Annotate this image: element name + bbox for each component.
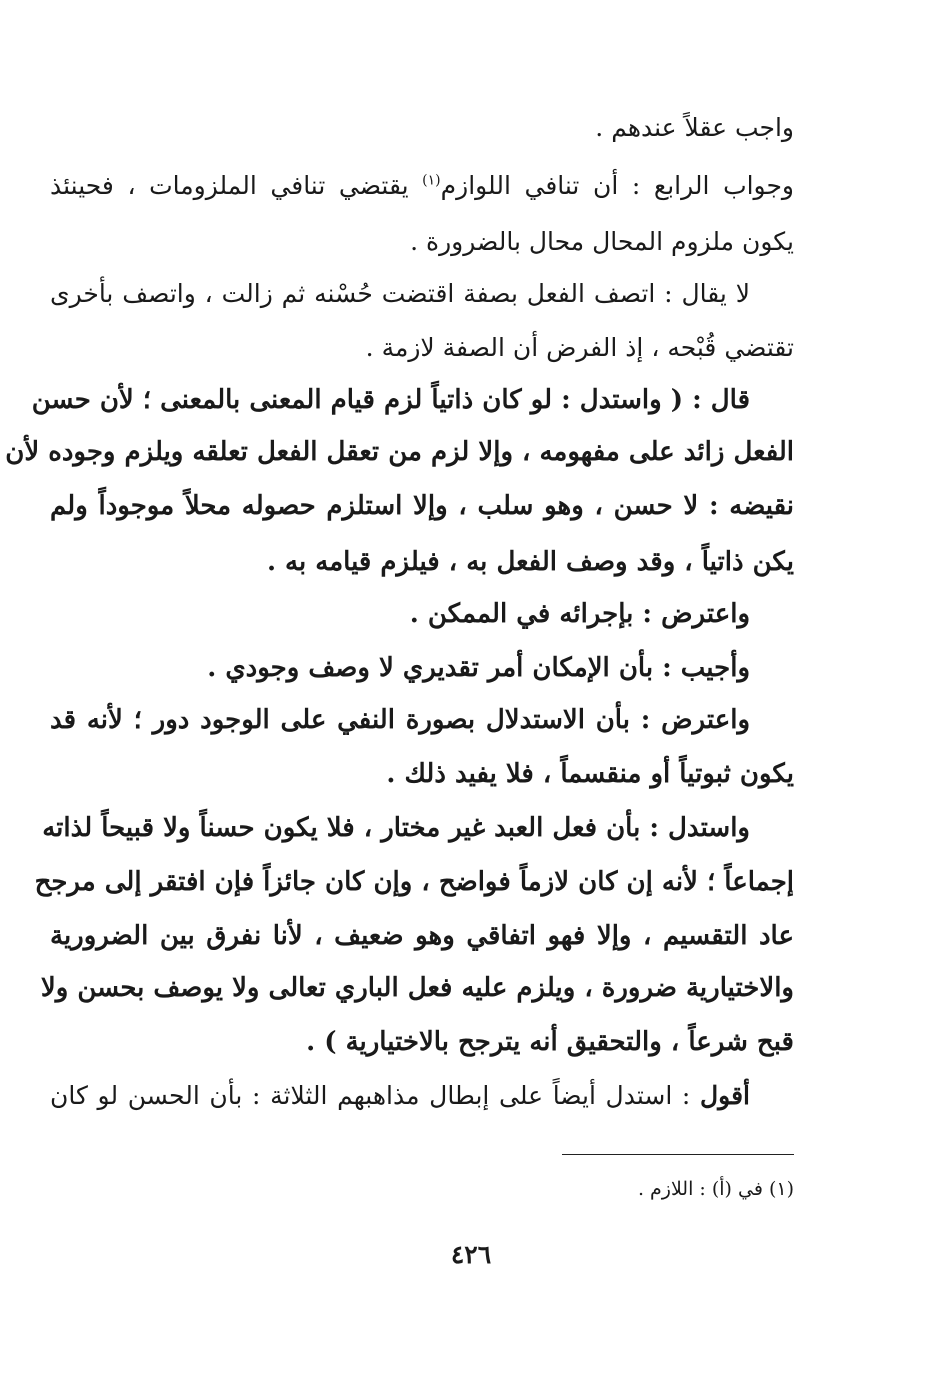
text-line-3: [44, 226, 794, 258]
line-text: يقتضي تنافي الملزومات ، فحينئذ: [50, 171, 423, 200]
footnote-reference[interactable]: (١): [422, 172, 441, 189]
line-text: قال : ( واستدل : لو كان ذاتياً لزم قيام المعنى بالمعنى ؛ لأن حسن: [31, 385, 750, 415]
line-text: والاختيارية ضرورة ، ويلزم عليه فعل الباري تعالى ولا يوصف بحسن ولا: [40, 973, 794, 1003]
line-text: نقيضه : لا حسن ، وهو سلب ، وإلا استلزم حصوله محلاً موجوداً ولم: [50, 491, 794, 521]
text-line-10: [0, 598, 750, 630]
line-text: الفعل زائد على مفهومه ، وإلا لزم من تعقل الفعل تعلقه ويلزم وجوده لأن: [5, 437, 794, 467]
text-line-5: [44, 332, 794, 364]
line-text: يكون ثبوتياً أو منقسماً ، فلا يفيد ذلك .: [386, 759, 794, 789]
line-text: واعترض : بإجرائه في الممكن .: [409, 599, 750, 629]
text-line-13: [44, 758, 794, 790]
text-line-14: [42, 812, 750, 844]
line-text: تقتضي قُبْحه ، إذ الفرض أن الصفة لازمة .: [365, 333, 794, 362]
line-text: يكون ملزوم المحال محال بالضرورة .: [410, 227, 794, 256]
text-line-9: [44, 546, 794, 578]
text-line-19: [50, 1080, 750, 1112]
line-text: عاد التقسيم ، وإلا فهو اتفاقي وهو ضعيف ، لأنا نفرق بين الضرورية: [50, 921, 794, 951]
text-line-16: [50, 920, 794, 952]
line-text: لا يقال : اتصف الفعل بصفة اقتضت حُسْنه ثم زالت ، واتصف بأخرى: [50, 279, 750, 308]
text-line-11: [0, 652, 750, 684]
line-text: واستدل : بأن فعل العبد غير مختار ، فلا يكون حسناً ولا قبيحاً لذاته: [42, 813, 750, 843]
text-line-2: [50, 170, 794, 202]
text-line-12: [50, 704, 750, 736]
text-line-7: [5, 436, 794, 468]
line-text: إجماعاً ؛ لأنه إن كان لازماً فواضح ، وإن كان جائزاً فإن افتقر إلى مرجح: [34, 867, 794, 897]
footnote-separator: [562, 1154, 794, 1155]
line-text: : استدل أيضاً على إبطال مذاهبهم الثلاثة : بأن الحسن لو كان: [50, 1081, 701, 1110]
footnote-text: (١) في (أ) : اللازم .: [637, 1178, 794, 1200]
line-text: واجب عقلاً عندهم .: [595, 113, 794, 142]
text-line-18: [44, 1026, 794, 1058]
line-text: وجواب الرابع : أن تنافي اللوازم: [440, 171, 794, 200]
line-text: قبح شرعاً ، والتحقيق أنه يترجح بالاختيارية ) .: [306, 1027, 794, 1057]
text-line-1: [44, 112, 794, 144]
line-text: واعترض : بأن الاستدلال بصورة النفي على الوجود دور ؛ لأنه قد: [50, 705, 750, 735]
text-line-15: [34, 866, 794, 898]
lead-word: أقول: [700, 1081, 750, 1110]
text-line-4: [50, 278, 750, 310]
line-text: يكن ذاتياً ، وقد وصف الفعل به ، فيلزم قيامه به .: [266, 547, 794, 577]
text-line-17: [40, 972, 794, 1004]
text-line-8: [50, 490, 794, 522]
text-line-6: [31, 384, 750, 416]
footnote: [394, 1176, 794, 1202]
page-number: ٤٢٦: [450, 1240, 492, 1269]
line-text: وأجيب : بأن الإمكان أمر تقديري لا وصف وجودي .: [207, 653, 750, 683]
